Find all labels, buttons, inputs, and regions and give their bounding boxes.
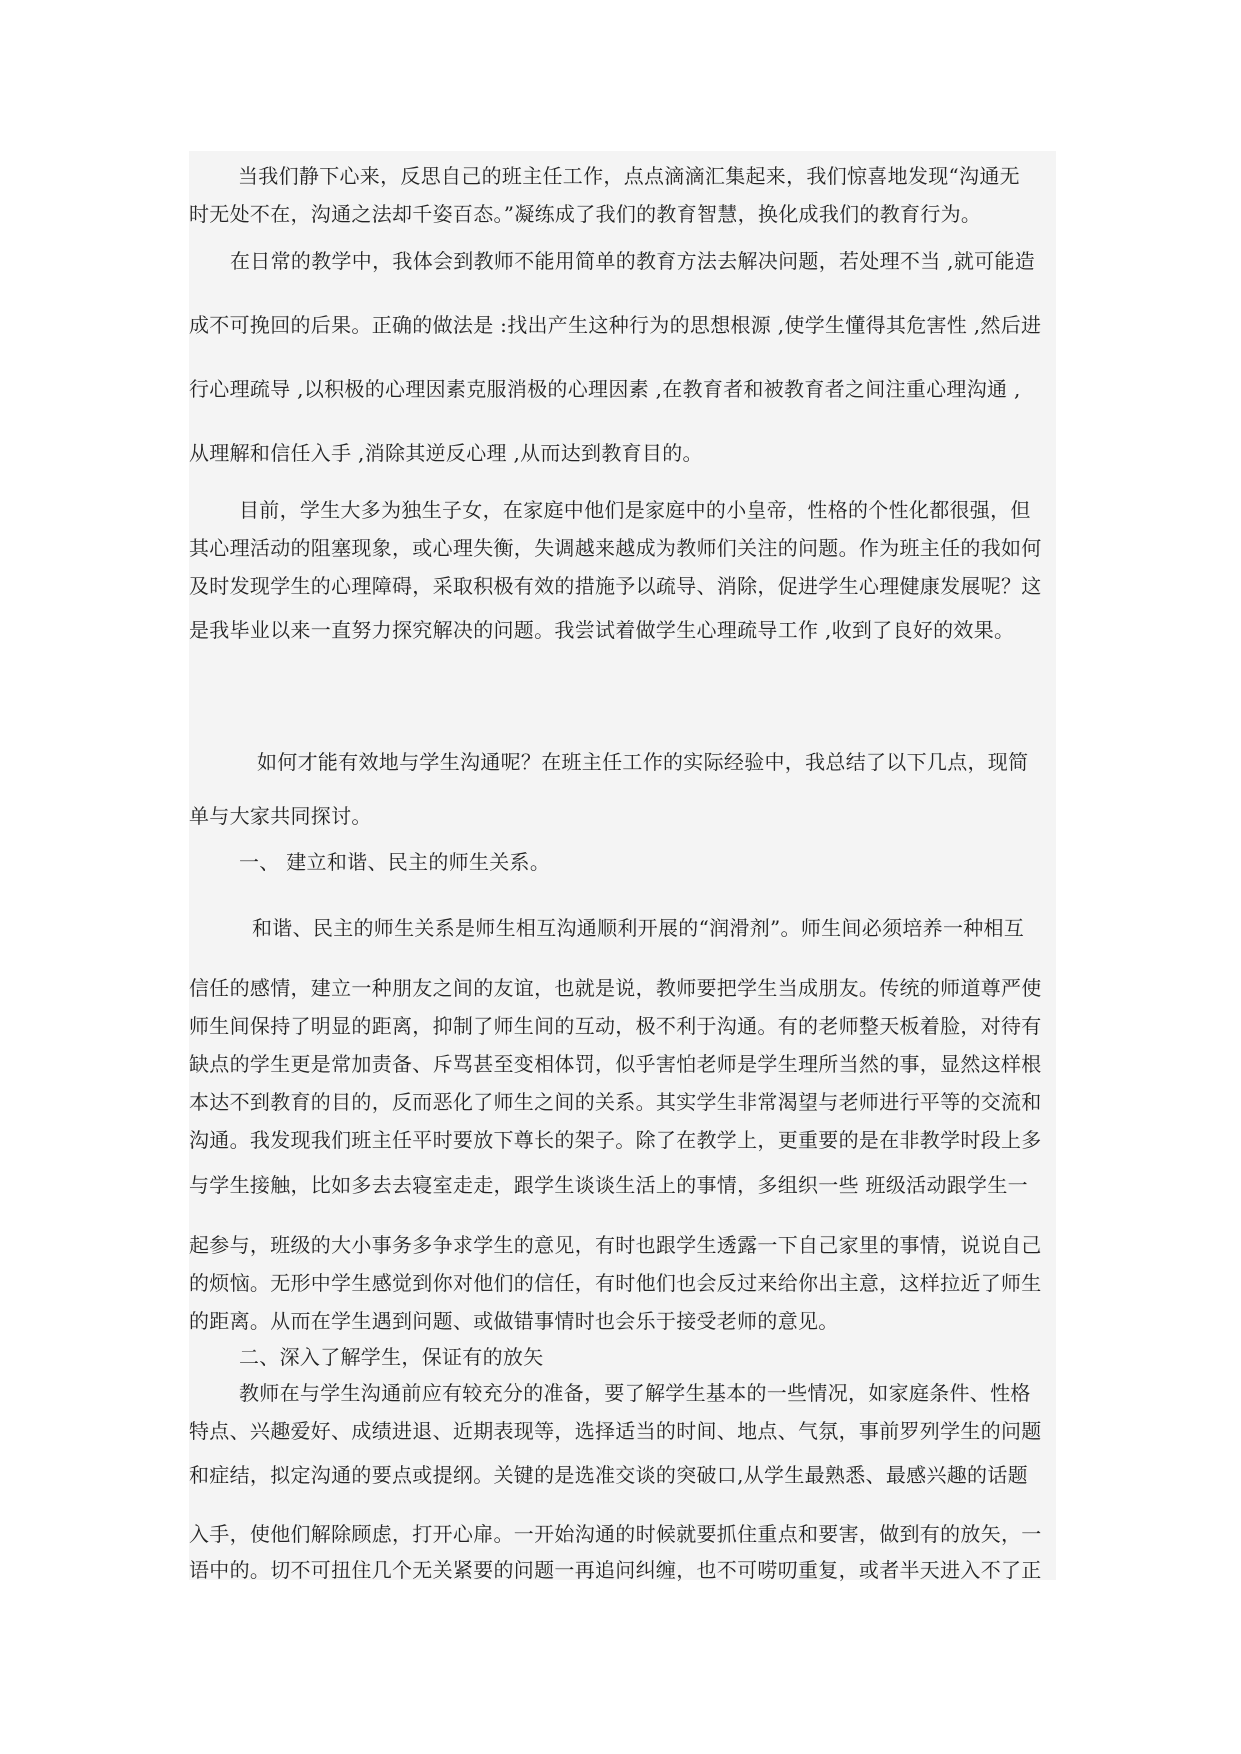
paragraph-2-line-4: 从理解和信任入手 ,消除其逆反心理 ,从而达到教育目的。 [189,441,703,465]
paragraph-5-line-6: 沟通。我发现我们班主任平时要放下尊长的架子。除了在教学上，更重要的是在非教学时段上多 [189,1128,1042,1152]
paragraph-5-line-1: 和谐、民主的师生关系是师生相互沟通顺利开展的“润滑剂”。师生间必须培养一种相互 [252,916,1025,940]
paragraph-5-line-7: 与学生接触，比如多去去寝室走走，跟学生谈谈生活上的事情，多组织一些 班级活动跟学生一 [189,1173,1028,1197]
paragraph-5-line-3: 师生间保持了明显的距离，抑制了师生间的互动，极不利于沟通。有的老师整天板着脸，对待有 [189,1014,1042,1038]
paragraph-5-line-9: 的烦恼。无形中学生感觉到你对他们的信任，有时他们也会反过来给你出主意，这样拉近了师生 [189,1271,1042,1295]
section-heading-1: 一、 建立和谐、民主的师生关系。 [239,850,551,874]
paragraph-1-line-1: 当我们静下心来，反思自己的班主任工作，点点滴滴汇集起来，我们惊喜地发现“沟通无 [238,164,1020,188]
paragraph-4-line-2: 单与大家共同探讨。 [189,804,372,828]
paragraph-6-line-5: 语中的。切不可扭住几个无关紧要的问题一再追问纠缠，也不可唠叨重复，或者半天进入不了正 [189,1558,1042,1582]
paragraph-1-line-2: 时无处不在，沟通之法却千姿百态。”凝练成了我们的教育智慧，换化成我们的教育行为。 [189,202,982,226]
paragraph-2-line-3: 行心理疏导 ,以积极的心理因素克服消极的心理因素 ,在教育者和被教育者之间注重心理沟通 , [189,377,1021,401]
paragraph-5-line-5: 本达不到教育的目的，反而恶化了师生之间的关系。其实学生非常渴望与老师进行平等的交流和 [189,1090,1042,1114]
paragraph-4-line-1: 如何才能有效地与学生沟通呢？在班主任工作的实际经验中，我总结了以下几点，现简 [257,750,1029,774]
section-heading-2: 二、深入了解学生，保证有的放矢 [239,1345,544,1369]
paragraph-3-line-4: 是我毕业以来一直努力探究解决的问题。我尝试着做学生心理疏导工作 ,收到了良好的效果。 [189,618,1015,642]
paragraph-3-line-3: 及时发现学生的心理障碍，采取积极有效的措施予以疏导、消除，促进学生心理健康发展呢？这 [189,574,1042,598]
paragraph-3-line-1: 目前，学生大多为独生子女，在家庭中他们是家庭中的小皇帝，性格的个性化都很强，但 [239,498,1031,522]
paragraph-5-line-8: 起参与，班级的大小事务多争求学生的意见，有时也跟学生透露一下自己家里的事情，说说自己 [189,1233,1042,1257]
paragraph-5-line-2: 信任的感情，建立一种朋友之间的友谊，也就是说，教师要把学生当成朋友。传统的师道尊严使 [189,976,1042,1000]
paragraph-6-line-3: 和症结，拟定沟通的要点或提纲。关键的是选准交谈的突破口,从学生最熟悉、最感兴趣的话题 [189,1463,1028,1487]
paragraph-5-line-10: 的距离。从而在学生遇到问题、或做错事情时也会乐于接受老师的意见。 [189,1309,839,1333]
paragraph-2-line-1: 在日常的教学中，我体会到教师不能用简单的教育方法去解决问题，若处理不当 ,就可能造 [230,249,1036,273]
paragraph-3-line-2: 其心理活动的阻塞现象，或心理失衡，失调越来越成为教师们关注的问题。作为班主任的我如何 [189,536,1042,560]
paragraph-6-line-1: 教师在与学生沟通前应有较充分的准备，要了解学生基本的一些情况，如家庭条件、性格 [239,1381,1031,1405]
paragraph-2-line-2: 成不可挽回的后果。正确的做法是 :找出产生这种行为的思想根源 ,使学生懂得其危害性 ,然后进 [189,313,1042,337]
paragraph-6-line-4: 入手，使他们解除顾虑，打开心扉。一开始沟通的时候就要抓住重点和要害，做到有的放矢，一 [189,1522,1042,1546]
paragraph-5-line-4: 缺点的学生更是常加责备、斥骂甚至变相体罚，似乎害怕老师是学生理所当然的事，显然这样根 [189,1052,1042,1076]
paragraph-6-line-2: 特点、兴趣爱好、成绩进退、近期表现等，选择适当的时间、地点、气氛，事前罗列学生的问题 [189,1419,1042,1443]
